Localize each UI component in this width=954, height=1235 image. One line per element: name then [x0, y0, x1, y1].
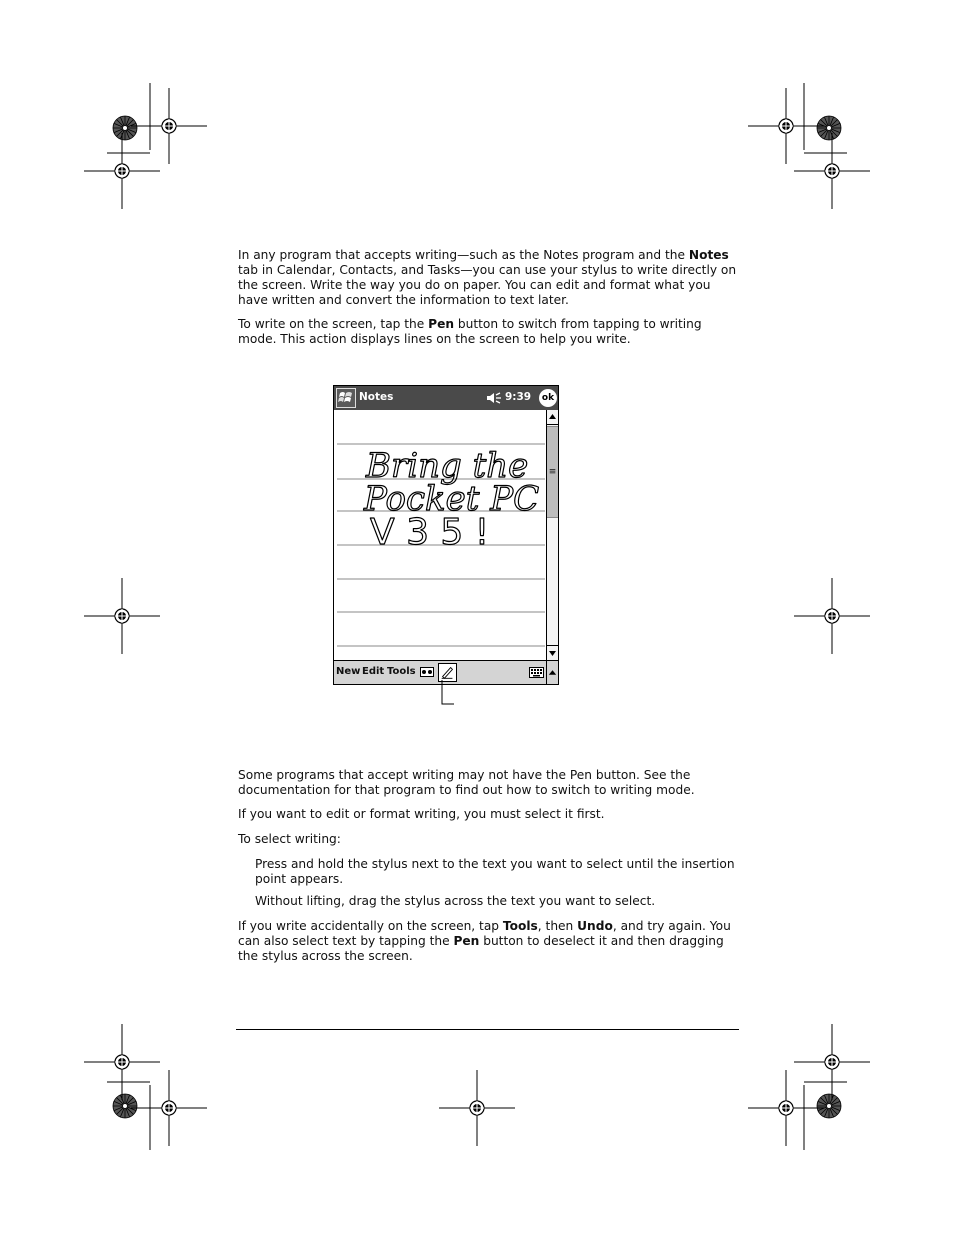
- writing-area[interactable]: [334, 410, 546, 660]
- menu-edit[interactable]: Edit: [362, 666, 385, 677]
- undo-paragraph: If you write accidentally on the screen, tap Tools, then Undo, and try again. You can also select text by tapping the Pen button to deselect it and then dragging the stylus across the screen.: [238, 919, 731, 963]
- scroll-up-icon[interactable]: [547, 410, 558, 425]
- intro-paragraph: In any program that accepts writing—such as the Notes program and the Notes tab in Calendar, Contacts, and Tasks—you can use your stylus to write directly on the screen. Write the way you do on paper. You can edit and format what you have written and convert the information to text later.: [238, 248, 737, 307]
- menu-new[interactable]: New: [336, 666, 361, 677]
- title-bar: [334, 386, 558, 410]
- clock[interactable]: 9:39: [505, 391, 532, 403]
- select-first-note: If you want to edit or format writing, you must select it first.: [238, 807, 605, 821]
- scroll-thumb[interactable]: ≡: [547, 426, 558, 518]
- pen-icon: [439, 664, 456, 681]
- select-writing-heading: To select writing:: [238, 832, 341, 846]
- ok-button[interactable]: ok: [539, 389, 557, 407]
- keyboard-icon[interactable]: [529, 667, 544, 678]
- input-panel-arrow-icon[interactable]: [546, 661, 558, 684]
- step-2: Without lifting, drag the stylus across the text you want to select.: [255, 894, 656, 908]
- pen-button-note: Some programs that accept writing may not have the Pen button. See the documentation for that program to find out how to switch to writing mode.: [238, 768, 695, 797]
- recorder-icon[interactable]: [420, 667, 434, 677]
- vertical-scrollbar[interactable]: [546, 410, 558, 660]
- step-1: Press and hold the stylus next to the text you want to select until the insertion point appears.: [255, 857, 735, 886]
- pen-instructions-paragraph: To write on the screen, tap the Pen button to switch from tapping to writing mode. This action displays lines on the screen to help you write.: [238, 317, 702, 346]
- notes-screenshot: [333, 385, 559, 685]
- windows-start-icon[interactable]: [336, 388, 356, 408]
- handwriting-line-2: Pocket PC: [364, 479, 540, 519]
- footer-rule: [236, 1029, 739, 1030]
- speaker-icon[interactable]: [486, 391, 502, 405]
- menu-tools[interactable]: Tools: [387, 666, 416, 677]
- app-title: Notes: [359, 391, 394, 403]
- scroll-down-icon[interactable]: [547, 645, 558, 660]
- handwriting-line-1: Bring the: [366, 446, 529, 486]
- pen-button-callout-line: [441, 680, 455, 706]
- handwriting-line-3: V 3 5 !: [370, 512, 490, 553]
